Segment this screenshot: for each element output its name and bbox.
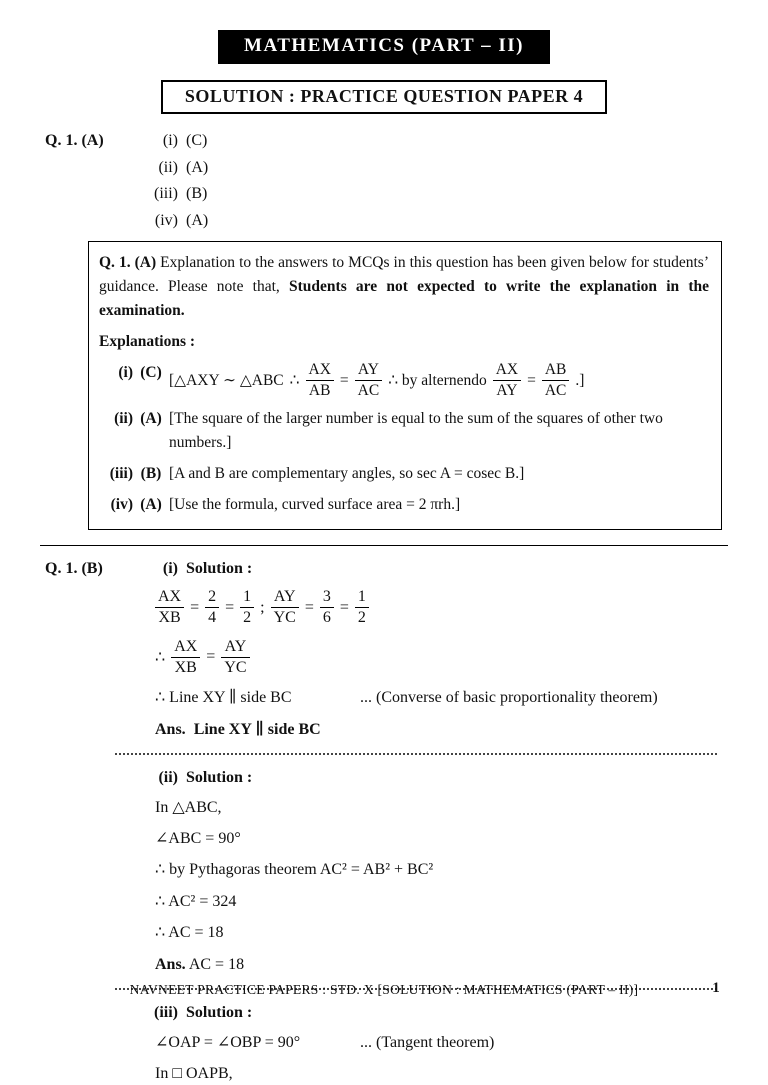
math-line — [155, 588, 723, 628]
fraction-numerator: AX — [155, 588, 184, 608]
solution-num: (ii) — [158, 769, 178, 787]
item-math — [169, 361, 709, 400]
fraction — [306, 361, 334, 400]
fraction-numerator: 3 — [320, 588, 334, 608]
solution-num: (iii) — [154, 1004, 178, 1021]
fraction — [355, 588, 369, 628]
spacer — [45, 157, 130, 179]
solution-3-body — [155, 1032, 723, 1085]
intro-emphasis: Students are not expected to write the explanation in the examination. — [99, 278, 710, 320]
explanation-item-3 — [99, 462, 709, 486]
fraction — [271, 588, 299, 628]
equals-sign: = — [206, 648, 216, 666]
answer-value: (A) — [186, 158, 209, 176]
semicolon: ; — [260, 598, 265, 616]
item-num: (iv) — [110, 496, 133, 514]
equals-sign: = — [339, 598, 349, 616]
explanation-intro — [99, 251, 709, 323]
fraction-denominator: 2 — [243, 609, 252, 627]
spacer — [45, 183, 130, 205]
fraction — [171, 638, 200, 678]
equals-sign: = — [225, 598, 235, 616]
solution-heading: Solution : — [186, 1004, 253, 1021]
answer-text: AC = 18 — [188, 955, 245, 973]
page-footer — [0, 982, 768, 998]
answer-value: (C) — [186, 132, 208, 149]
fraction-denominator: AB — [308, 382, 331, 400]
math-text: ∴ Line XY ∥ side BC — [155, 689, 292, 707]
explanation-box — [88, 241, 722, 530]
page-number: 1 — [712, 980, 720, 996]
answer-line — [155, 954, 723, 976]
therefore-symbol: ∴ — [289, 371, 300, 389]
fraction-numerator: AB — [542, 361, 570, 381]
fraction-denominator: 6 — [322, 609, 331, 627]
reason-note: ... (Converse of basic proportionality theorem) — [360, 689, 658, 707]
answer-num: (iv) — [154, 211, 178, 229]
solution-1-body — [155, 588, 723, 741]
fraction-denominator: AY — [496, 382, 518, 400]
answer-row — [45, 183, 723, 205]
explanation-item-2 — [99, 407, 709, 455]
equals-sign: = — [527, 371, 536, 389]
intro-text: Explanation to the answers to MCQs in this question has been given below for students’ guidance. Please note that, — [99, 254, 709, 296]
answer-num: (iii) — [154, 185, 178, 203]
q1a-answer-list — [45, 130, 723, 231]
math-text: ∴ by alternendo — [388, 371, 487, 389]
item-answer: (A) — [140, 496, 162, 514]
fraction-numerator: AX — [493, 361, 521, 381]
fraction-denominator: XB — [174, 658, 197, 676]
math-line — [155, 638, 723, 678]
fraction — [542, 361, 570, 400]
answer-line — [155, 719, 723, 741]
fraction — [493, 361, 521, 400]
item-answer: (B) — [140, 465, 162, 483]
answer-num: (ii) — [158, 158, 178, 176]
solution-num: (i) — [162, 560, 178, 578]
math-text: In □ OAPB, — [155, 1064, 233, 1082]
explanation-item-1 — [99, 361, 709, 400]
answer-label: Ans. — [155, 955, 186, 973]
answer-num: (i) — [162, 132, 178, 149]
fraction-numerator: 2 — [205, 588, 219, 608]
q1b-section — [45, 558, 723, 1085]
math-text: ∴ by Pythagoras theorem AC² = AB² + BC² — [155, 861, 434, 879]
answer-row — [45, 210, 723, 232]
answer-row — [45, 157, 723, 179]
explanations-heading: Explanations : — [99, 333, 196, 351]
item-text: [The square of the larger number is equal to the sum of the squares of other two numbers.] — [169, 410, 663, 452]
item-text: [Use the formula, curved surface area = 2 πrh.] — [169, 496, 461, 514]
spacer — [45, 210, 130, 232]
fraction — [240, 588, 254, 628]
fraction — [205, 588, 219, 628]
solution-2-body — [155, 797, 723, 976]
equals-sign: = — [304, 598, 314, 616]
item-answer: (A) — [140, 410, 162, 428]
fraction-denominator: XB — [158, 609, 181, 627]
footer-text: NAVNEET PRACTICE PAPERS : STD. X [SOLUTION : MATHEMATICS (PART – II)] — [129, 982, 639, 997]
q1b-label: Q. 1. (B) — [45, 560, 103, 578]
horizontal-rule — [40, 545, 728, 546]
fraction-numerator: 1 — [355, 588, 369, 608]
solution-1-heading-row — [45, 558, 723, 580]
math-line — [155, 1032, 723, 1054]
page-title: MATHEMATICS (PART – II) — [218, 30, 550, 64]
solution-heading: Solution : — [186, 769, 253, 787]
explanation-item-4 — [99, 493, 709, 517]
answer-value: (A) — [186, 211, 209, 229]
page-subtitle: SOLUTION : PRACTICE QUESTION PAPER 4 — [161, 80, 607, 114]
fraction-numerator: 1 — [240, 588, 254, 608]
answer-text: Line XY ∥ side BC — [193, 720, 321, 738]
math-text: In △ABC, — [155, 798, 222, 816]
answer-label: Ans. — [155, 720, 186, 738]
fraction-numerator: AY — [221, 638, 249, 658]
fraction-denominator: 4 — [208, 609, 217, 627]
fraction-denominator: YC — [224, 658, 247, 676]
spacer — [45, 767, 130, 789]
fraction-numerator: AX — [171, 638, 200, 658]
spacer — [45, 1002, 130, 1024]
fraction-numerator: AY — [355, 361, 383, 381]
math-text: .] — [575, 371, 585, 389]
math-text: [△AXY ∼ △ABC — [169, 371, 284, 389]
solution-heading: Solution : — [186, 560, 253, 578]
answer-value: (B) — [186, 185, 208, 203]
therefore-symbol: ∴ — [155, 649, 166, 667]
dotted-separator — [115, 753, 717, 755]
intro-question-label: Q. 1. (A) — [99, 254, 157, 272]
item-num: (ii) — [114, 410, 133, 428]
fraction-denominator: AC — [544, 382, 567, 400]
fraction-denominator: AC — [357, 382, 380, 400]
fraction — [221, 638, 249, 678]
equals-sign: = — [339, 371, 349, 389]
fraction-numerator: AX — [306, 361, 334, 381]
fraction — [155, 588, 184, 628]
item-num: (iii) — [109, 465, 133, 483]
item-answer: (C) — [140, 364, 162, 382]
answer-row — [45, 130, 723, 152]
math-text: ∴ AC² = 324 — [155, 892, 237, 910]
conclusion-line — [155, 687, 723, 709]
item-text: [A and B are complementary angles, so sec A = cosec B.] — [169, 465, 525, 483]
math-text: ∴ AC = 18 — [155, 924, 224, 942]
fraction-denominator: 2 — [357, 609, 366, 627]
fraction — [355, 361, 383, 400]
q1a-label: Q. 1. (A) — [45, 132, 104, 149]
solution-2-heading-row — [45, 767, 723, 789]
item-num: (i) — [118, 364, 133, 382]
solution-3-heading-row — [45, 1002, 723, 1024]
fraction-denominator: YC — [273, 609, 296, 627]
fraction-numerator: AY — [271, 588, 299, 608]
reason-note: ... (Tangent theorem) — [360, 1033, 495, 1051]
equals-sign: = — [190, 598, 200, 616]
math-text: ∠ABC = 90° — [155, 830, 241, 848]
fraction — [320, 588, 334, 628]
math-text: ∠OAP = ∠OBP = 90° — [155, 1033, 301, 1051]
